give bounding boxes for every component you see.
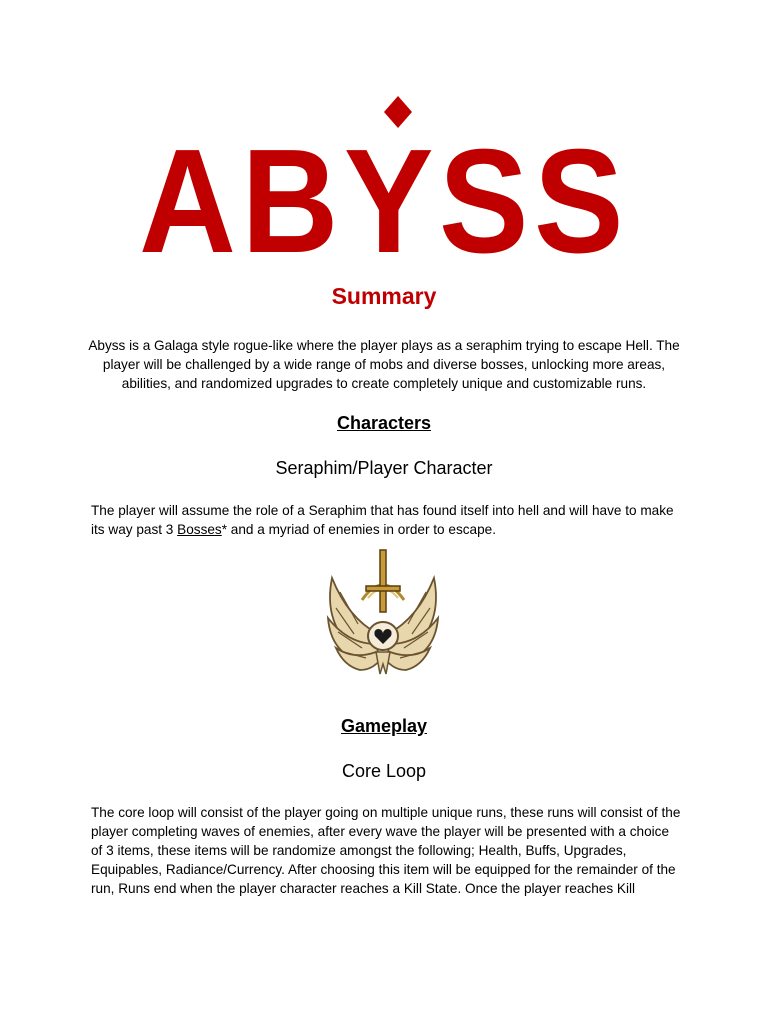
seraphim-text-start: The player will assume the role of a Seraphim that has found itself into hell and will have to make its way past 3 xyxy=(91,503,674,537)
characters-heading: Characters xyxy=(336,413,432,433)
core-loop-paragraph: The core loop will consist of the player going on multiple unique runs, these runs will consist of the player completing waves of enemies, after every wave the player will be presented with a choice of 3 items, these items will be randomize amongst the following; Health, Buffs, Upgrades, Equipables, Radiance/Currency. After choosing this item will be equipped for the remainder of the run, Runs end when the player character reaches a Kill State. Once the player reaches Kill xyxy=(91,805,681,896)
seraphim-paragraph xyxy=(91,501,681,539)
seraphim-subheading: Seraphim/Player Character xyxy=(275,458,493,478)
abyss-logo xyxy=(136,92,632,256)
abyss-logo-graphic xyxy=(136,92,632,256)
winged-sword-heart-emblem-icon xyxy=(318,548,448,680)
logo-text: ABYSS xyxy=(139,119,629,256)
bosses-link[interactable]: Bosses xyxy=(177,522,222,537)
summary-heading: Summary xyxy=(331,283,437,309)
seraphim-text-end: * and a myriad of enemies in order to escape. xyxy=(221,522,497,537)
summary-paragraph: Abyss is a Galaga style rogue-like where the player plays as a seraphim trying to escape Hell. The player will be challenged by a wide range of mobs and diverse bosses, unlocking more areas, abilities, and randomized upgrades to create completely unique and customizable runs. xyxy=(88,338,680,391)
core-loop-subheading: Core Loop xyxy=(341,761,427,781)
gameplay-heading: Gameplay xyxy=(340,716,428,736)
